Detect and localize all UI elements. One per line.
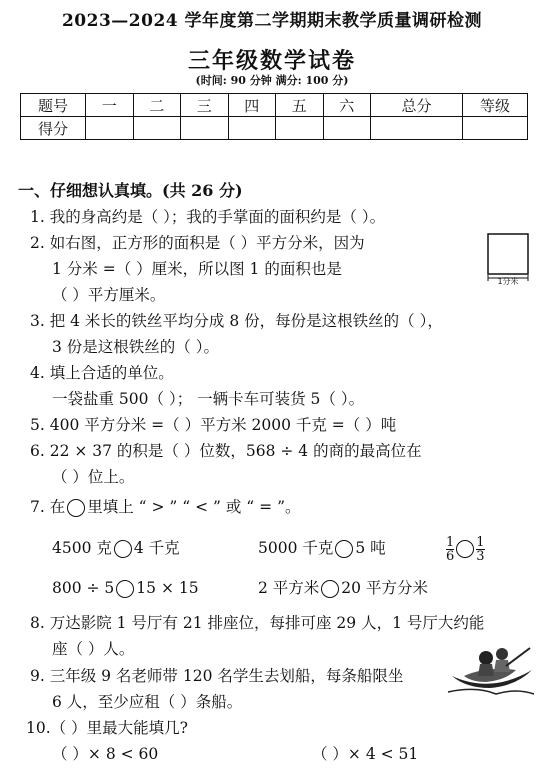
fraction-one-third — [476, 536, 484, 563]
question-2-line-3: （ ）平方厘米。 — [52, 286, 166, 304]
score-cell: 等级 — [463, 94, 528, 117]
compare-right: 20 平方分米 — [341, 579, 428, 597]
question-6-line-1: 6. 22 × 37 的积是（ ）位数，568 ÷ 4 的商的最高位在 — [30, 442, 422, 460]
score-input-cell[interactable] — [181, 117, 229, 140]
question-3-line-2: 3 份是这根铁丝的（ ）。 — [52, 338, 219, 356]
compare-circle-icon — [67, 499, 85, 517]
question-10-blank-b: （ ）× 4 < 51 — [312, 745, 419, 763]
compare-item-4 — [52, 578, 199, 598]
question-9-line-1: 9. 三年级 9 名老师带 120 名学生去划船，每条船限坐 — [30, 667, 404, 685]
score-input-cell[interactable] — [276, 117, 324, 140]
compare-left: 5000 千克 — [258, 539, 334, 557]
question-10-line-1: 10.（ ）里最大能填几? — [26, 719, 188, 737]
question-6-line-2: （ ）位上。 — [52, 468, 135, 486]
question-3-line-1: 3. 把 4 米长的铁丝平均分成 8 份，每份是这根铁丝的（ ）， — [30, 312, 443, 330]
score-cell: 总分 — [371, 94, 463, 117]
fraction-one-sixth — [446, 536, 454, 563]
compare-right: 4 千克 — [133, 539, 180, 557]
square-figure-label: 1分米 — [497, 277, 519, 286]
score-input-cell[interactable] — [133, 117, 181, 140]
answer-circle[interactable] — [116, 580, 134, 598]
paper-title: 三年级数学试卷 — [187, 48, 356, 74]
exam-title: 2023—2024 学年度第二学期期末教学质量调研检测 — [61, 11, 483, 31]
score-table-header-row — [21, 94, 528, 117]
compare-right: 5 吨 — [355, 539, 386, 557]
question-7-instruction — [30, 497, 301, 517]
compare-item-3 — [446, 531, 485, 565]
answer-circle[interactable] — [114, 540, 132, 558]
score-cell: 三 — [181, 94, 229, 117]
question-7-text: 里填上 “ > ” “ < ” 或 “ = ”。 — [87, 498, 301, 516]
question-7-prefix: 7. 在 — [30, 498, 66, 516]
question-8-line-2: 座（ ）人。 — [52, 640, 135, 658]
fraction-denominator: 6 — [446, 548, 455, 564]
boat-illustration — [446, 636, 536, 698]
section-heading: 一、仔细想认真填。(共 26 分) — [18, 181, 243, 200]
score-cell: 五 — [276, 94, 324, 117]
fraction-denominator: 3 — [476, 548, 485, 564]
question-1: 1. 我的身高约是（ ）；我的手掌面的面积约是（ ）。 — [30, 208, 386, 226]
compare-item-1 — [52, 538, 180, 558]
score-input-cell[interactable] — [323, 117, 371, 140]
score-cell: 六 — [323, 94, 371, 117]
score-input-cell[interactable] — [371, 117, 463, 140]
score-input-cell[interactable] — [228, 117, 276, 140]
score-cell: 题号 — [21, 94, 86, 117]
question-2-line-2: 1 分米 =（ ）厘米，所以图 1 的面积也是 — [52, 260, 342, 278]
fraction-numerator: 1 — [476, 534, 485, 550]
square-figure — [486, 232, 530, 286]
answer-circle[interactable] — [321, 580, 339, 598]
score-input-cell[interactable] — [463, 117, 528, 140]
answer-circle[interactable] — [335, 540, 353, 558]
compare-left: 2 平方米 — [258, 579, 320, 597]
question-5: 5. 400 平方分米 =（ ）平方米 2000 千克 =（ ）吨 — [30, 416, 397, 434]
fraction-numerator: 1 — [446, 534, 455, 550]
compare-item-2 — [258, 538, 386, 558]
score-cell: 一 — [86, 94, 134, 117]
question-10-blank-a: （ ）× 8 < 60 — [52, 745, 159, 763]
compare-left: 4500 克 — [52, 539, 112, 557]
compare-left: 800 ÷ 5 — [52, 579, 115, 597]
question-2-line-1: 2. 如右图，正方形的面积是（ ）平方分米，因为 — [30, 234, 365, 252]
question-9-line-2: 6 人，至少应租（ ）条船。 — [52, 693, 243, 711]
exam-info: (时间: 90 分钟 满分: 100 分) — [195, 74, 349, 87]
score-input-cell[interactable] — [86, 117, 134, 140]
compare-item-5 — [258, 578, 428, 598]
score-row-label: 得分 — [21, 117, 86, 140]
question-4-line-1: 4. 填上合适的单位。 — [30, 364, 174, 382]
compare-right: 15 × 15 — [136, 579, 199, 597]
score-cell: 四 — [228, 94, 276, 117]
question-8-line-1: 8. 万达影院 1 号厅有 21 排座位，每排可座 29 人，1 号厅大约能 — [30, 614, 485, 632]
answer-circle[interactable] — [456, 540, 474, 558]
score-table — [20, 93, 528, 140]
score-table-score-row — [21, 117, 528, 140]
question-4-line-2: 一袋盐重 500（ ）； 一辆卡车可装货 5（ ）。 — [52, 390, 365, 408]
score-cell: 二 — [133, 94, 181, 117]
